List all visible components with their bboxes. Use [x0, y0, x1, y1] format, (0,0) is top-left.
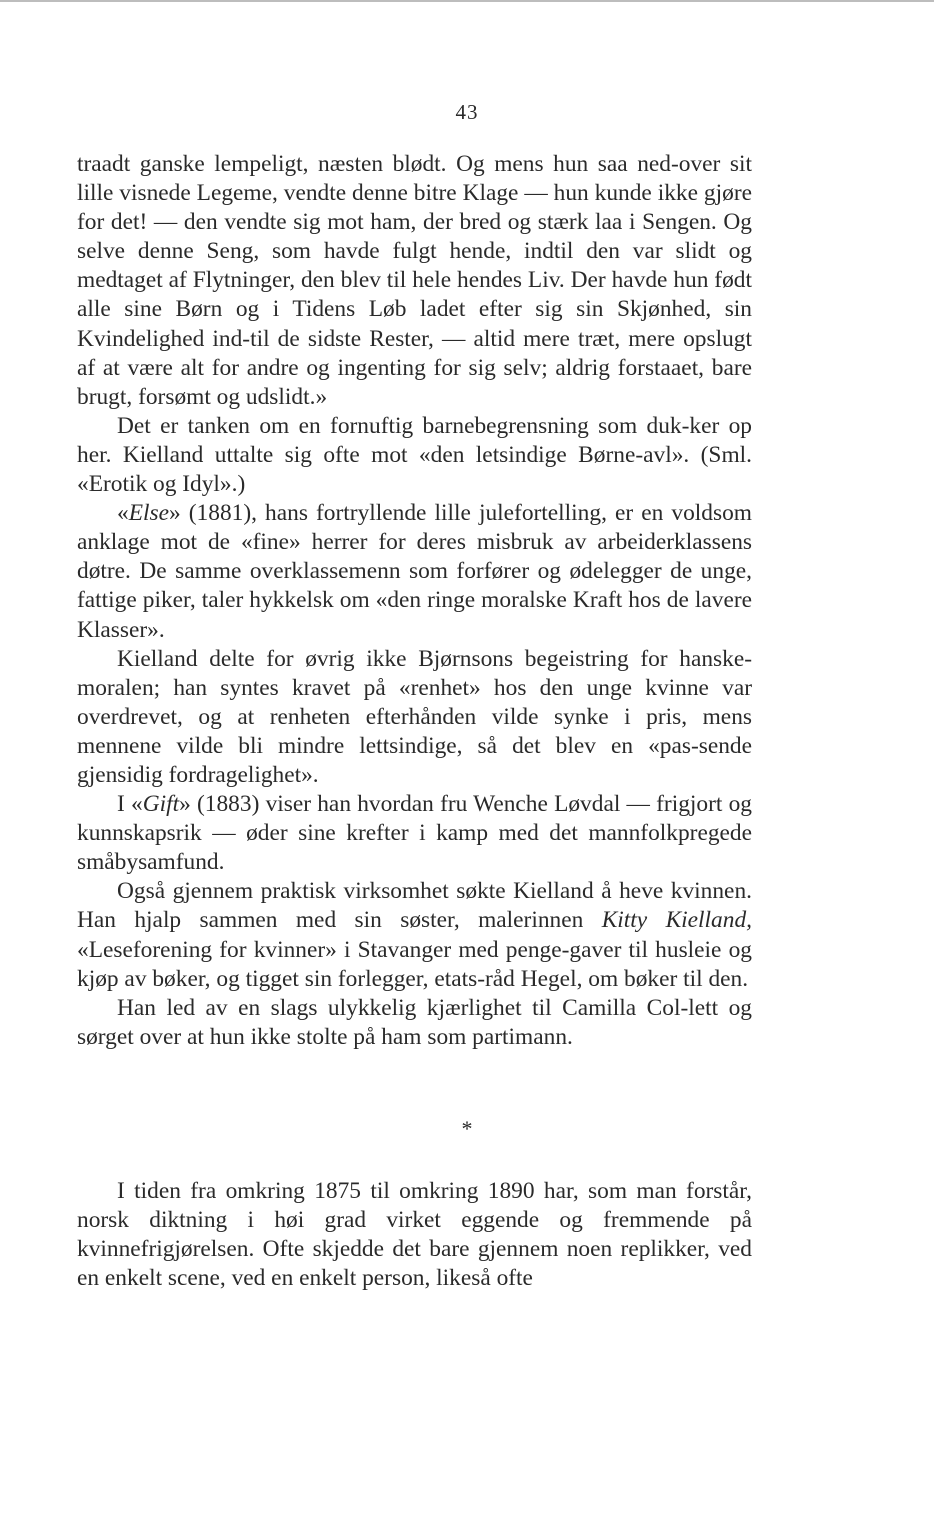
title-else: Else: [128, 500, 169, 527]
paragraph-camilla-collett: Han led av en slags ulykkelig kjærlighet til Camilla Col-lett og sørget over at hun ikke stolte på ham som partimann.: [77, 994, 752, 1050]
paragraph-gift: I «Gift» (1883) viser han hvordan fru Wenche Løvdal — frigjort og kunnskapsrik — øder sine krefter i kamp med det mannfolkpregede småbysamfund.: [77, 791, 752, 876]
text-block-main: [77, 150, 752, 1052]
paragraph-literature-period: I tiden fra omkring 1875 til omkring 1890 har, som man forstår, norsk diktning i høi grad virket eggende og fremmende på kvinnefrigjørelsen. Ofte skjedde det bare gjennem noen replikker, ved en enkelt scene, ved en enkelt person, likeså ofte: [77, 1178, 752, 1292]
paragraph-reading-society: Også gjennem praktisk virksomhet søkte Kielland å heve kvinnen. Han hjalp sammen med sin søster, malerinnen Kitty Kielland, «Leseforening for kvinner» i Stavanger med penge-gaver til husleie og kjøp av bøker, og tigget sin forlegger, etats-råd Hegel, om bøker til den.: [77, 878, 752, 992]
paragraph-else: «Else» (1881), hans fortryllende lille julefortelling, er en voldsom anklage mot de «fine» herrer for deres misbruk av arbeiderklassens døtre. De samme overklassemenn som forfører og ødelegger de unge, fattige piker, taler hykkelsk om «den ringe moralske Kraft hos de lavere Klasser».: [77, 500, 752, 643]
text-block-section2: [77, 1177, 752, 1293]
title-gift: Gift: [142, 791, 180, 818]
paragraph-quote-end: traadt ganske lempeligt, næsten blødt. Og mens hun saa ned-over sit lille visnede Legeme, vendte denne bitre Klage — hun kunde ikke gjøre for det! — den vendte sig mot ham, der bred og stærk laa i Sengen. Og selve denne Seng, som havde fulgt hende, indtil den var slidt og medtaget af Flytninger, den blev til hele hendes Liv. Der havde hun født alle sine Børn og i Tidens Løb ladet efter sig sin Skjønhed, sin Kvindelighed ind-til de sidste Rester, — altid mere træt, mere opslugt af at være alt for andre og ingenting for sig selv; aldrig forstaaet, bare brugt, forsømt og udslidt.»: [77, 151, 752, 410]
paragraph-birth-control: Det er tanken om en fornuftig barnebegrensning som duk-ker op her. Kielland uttalte sig ofte mot «den letsindige Børne-avl». (Sml. «Erotik og Idyl».): [77, 412, 752, 498]
section-separator: *: [461, 1116, 473, 1141]
name-kitty-kielland: Kitty Kielland,: [601, 907, 752, 934]
paragraph-glove-morality: Kielland delte for øvrig ikke Bjørnsons begeistring for hanske-moralen; han syntes kravet på «renhet» hos den unge kvinne var overdrevet, og at renheten efterhånden vilde synke i pris, mens mennene vilde bli mindre lettsindige, så det blev en «pas-sende gjensidig fordragelighet».: [77, 645, 752, 788]
page-number: 43: [455, 100, 479, 124]
